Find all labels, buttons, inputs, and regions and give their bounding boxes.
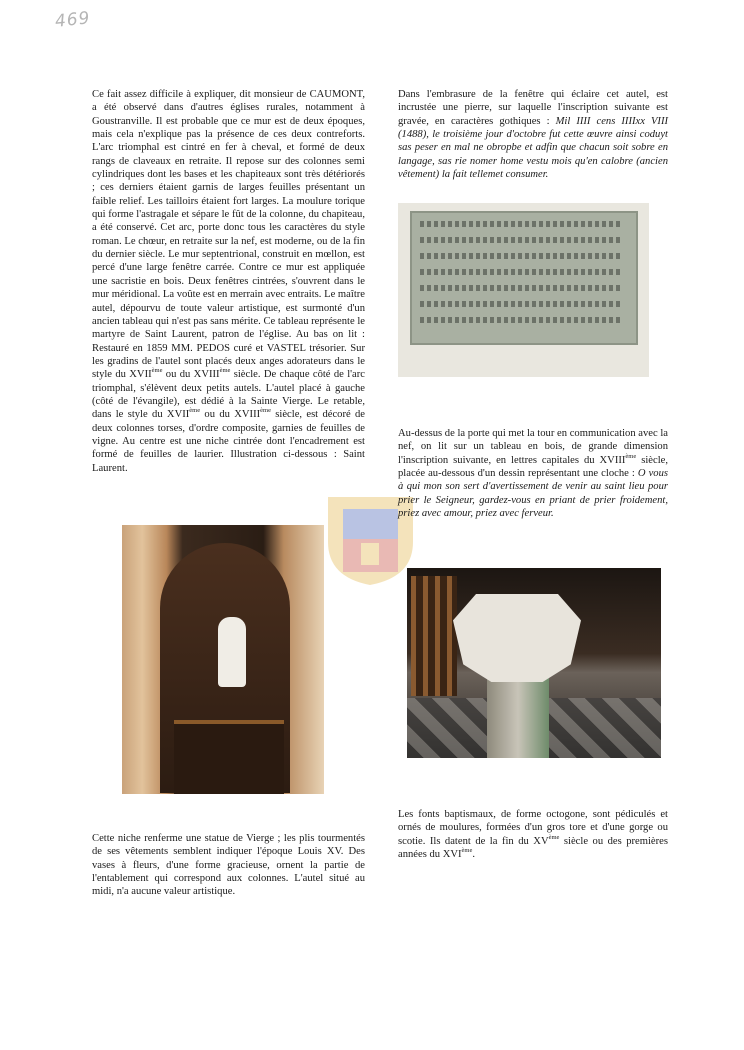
superscript: ème: [548, 833, 560, 841]
saint-laurent-altar-photo: [122, 525, 324, 794]
superscript: ème: [625, 452, 637, 460]
superscript: ème: [151, 367, 163, 375]
superscript: ème: [189, 407, 201, 415]
text: siècle, placée au-dessous d'un dessin représentant une cloche :: [398, 454, 668, 480]
handwritten-page-number: 469: [54, 8, 92, 32]
left-paragraph-niche: Cette niche renferme une statue de Vierge ; les plis tourmentés de ses vêtements semblent indiquer l'époque Louis XV. Des vases à fleurs, d'une forme gracieuse, ornent la partie de l'entablement qui correspond aux colonnes. L'autel situé au midi, n'a aucune valeur artistique.: [92, 833, 365, 898]
superscript: ème: [219, 367, 231, 375]
bell-quote: O vous à qui mon son sert d'avertissement de venir au saint lieu pour prier le Seigneur, gardez-vous en priant de prier froidement, priez avec amour, priez avec ferveur.: [398, 468, 668, 520]
text: Au-dessus de la porte qui met la tour en communication avec la nef, on lit sur un tableau en bois, de grande dimension l'inscription suivante, en lettres capitales du XVIII: [398, 428, 668, 466]
superscript: ème: [461, 847, 473, 855]
text: Dans l'embrasure de la fenêtre qui éclaire cet autel, est incrustée une pierre, sur laquelle l'inscription suivante est gravée, en caractères gothiques :: [398, 89, 668, 127]
baptismal-font-photo: [407, 568, 661, 758]
inscription-stone-photo: [398, 203, 649, 377]
right-paragraph-baptismal-font: [398, 808, 668, 861]
text: siècle, est décoré de deux colonnes torses, d'ordre composite, garnies de feuilles de vigne. Au centre est une niche cintrée dont l'encadrement est formé de feuilles de laurier. Illustration ci-dessous : Saint Laurent.: [92, 409, 365, 474]
text: Ce fait assez difficile à expliquer, dit monsieur de CAUMONT, a été observé dans d'autres églises rurales, notamment à Goustranville. Il est probable que ce mur est de deux époques, mais cela n'explique pas la présence de ces deux contreforts. L'arc triomphal est cintré en fer à cheval, et formé de deux rangs de claveaux en retraite. Il repose sur des colonnes semi cylindriques dont les bases et les chapiteaux sont très détériorés ; ces derniers étaient garnis de larges feuilles présentant un faible relief. Les tailloirs étaient fort larges. La moulure torique qui forme l'astragale et sépare le fût de la colonne, du chapiteau, a été conservé. Cet arc, porte donc tous les caractères du style roman. Le chœur, en retraite sur la nef, est moderne, ou de la fin du dernier siècle. Le mur septentrional, construit en mœllon, est percé d'une large fenêtre carrée. Contre ce mur est appliquée une sacristie en bois. Deux fenêtres cintrées, s'ouvrent dans le mur méridional. La voûte est en merrain avec entraits. Le maître autel, dépourvu de toute valeur artistique, est surmonté d'un ancien tableau qui n'est pas sans mérite. Ce tableau représente le martyre de Saint Laurent, patron de l'église. Au bas on lit : Restauré en 1859 MM. PEDOS curé et VASTEL trésorier. Sur les gradins de l'autel sont placés deux anges adorateurs dans le style du XVII: [92, 89, 365, 381]
text: .: [472, 849, 476, 861]
text: ou du XVIII: [200, 409, 261, 421]
inscription-quote: Mil IIII cens IIIIxx VIII (1488), le troisième jour d'octobre fut cette œuvre ainsi coduyt sas peser en mal ne obropbe et adfin que chacun soit sobre en langage, sas rie nomer home vestu mois qu'en calobre (ancien vêtement) la fait tellemet consumer.: [398, 115, 669, 181]
right-paragraph-bell-inscription: [398, 427, 668, 520]
text: siècle. De chaque côté de l'arc triomphal, s'élèvent deux petits autels. L'autel placé à gauche (côté de l'évangile), est dédié à la Sainte Vierge. Le retable, dans le style du XVII: [92, 369, 365, 421]
text: Les fonts baptismaux, de forme octogone, sont pédiculés et ornés de moulures, formées d'un gros tore et d'une gorge ou scotie. Ils datent de la fin du XV: [398, 809, 668, 847]
text: ou du XVIII: [162, 369, 220, 381]
right-paragraph-inscription: [398, 88, 668, 181]
text: siècle ou des premières années du XVI: [398, 835, 668, 861]
superscript: ème: [260, 407, 271, 415]
left-paragraph-history: [92, 88, 365, 475]
